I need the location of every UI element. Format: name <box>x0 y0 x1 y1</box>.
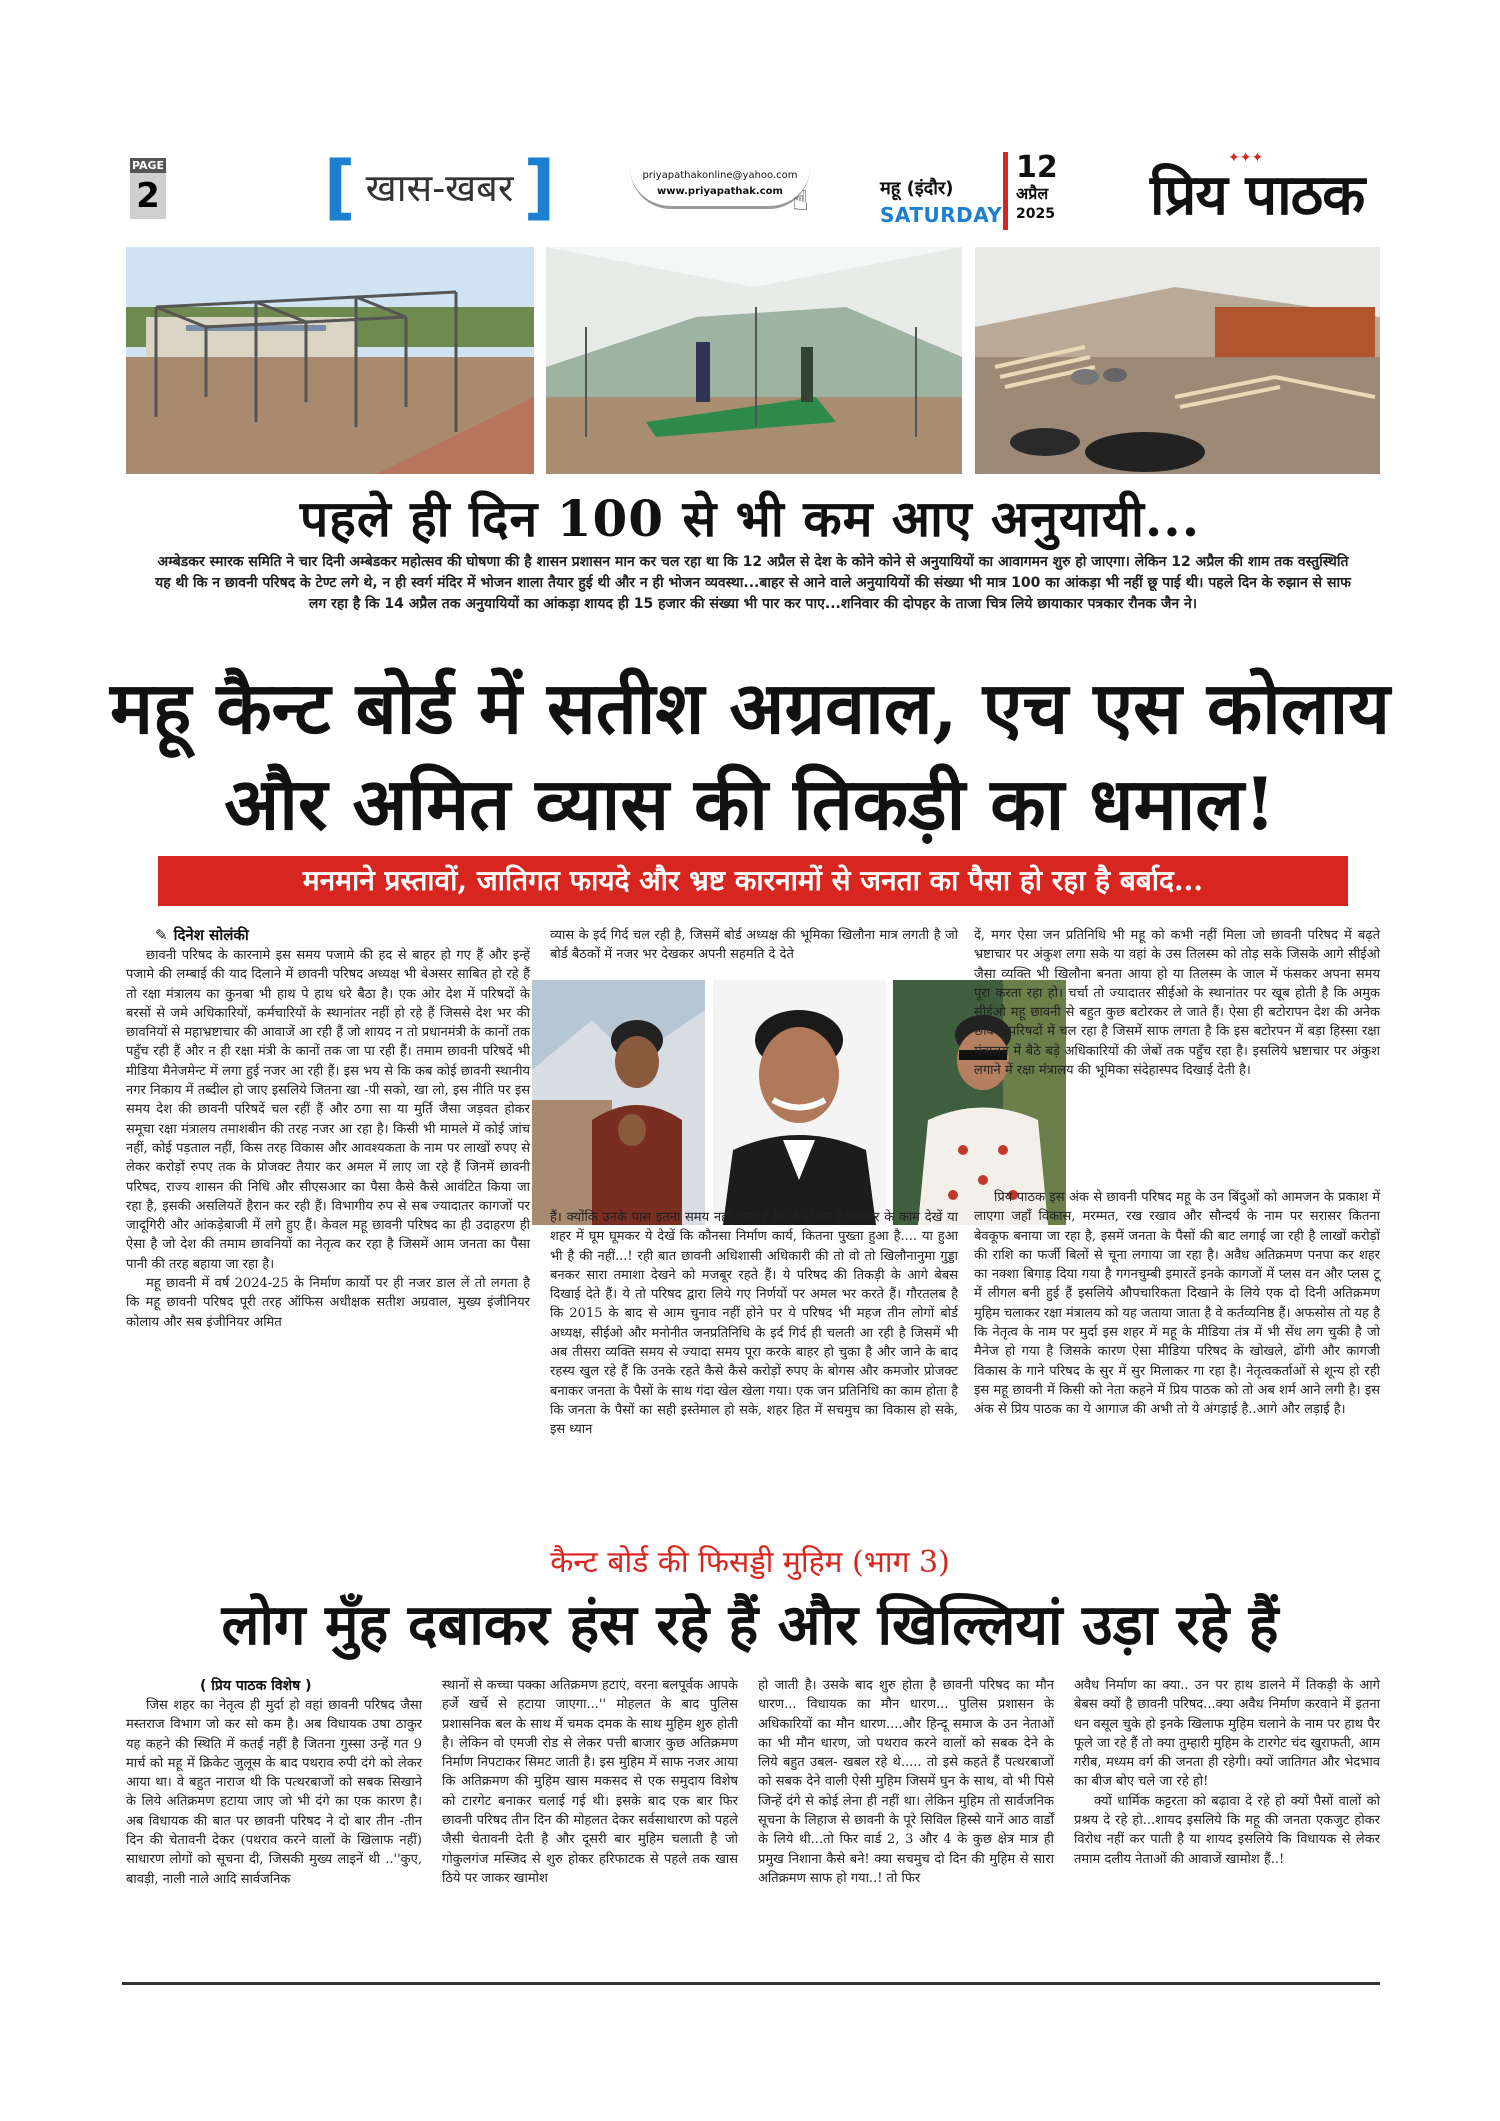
page-number: 2 <box>130 173 166 219</box>
series-col2-text: स्थानों से कच्चा पक्का अतिक्रमण हटाएं, वरना बलपूर्वक आपके हर्जे खर्चे से हटाया जाएगा...'' मोहलत के बाद पुलिस प्रशासनिक बल के साथ में चमक दमक के साथ मुहिम शुरु होती है। लेकिन वो एमजी रोड से लेकर पत्ती बाजार कुछ अतिक्रमण निर्माण निपटाकर सिमट जाती है। इस मुहिम में साफ नजर आया कि अतिक्रमण की मुहिम खास मकसद से एक समुदाय विशेष को टारगेट बनाकर चलाई गई थी। इसके बाद एक बार फिर छावनी परिषद तीन दिन की मोहलत देकर सर्वसाधारण को पहले जैसी चेतावनी देती है और दूसरी बार मुहिम चलाती है जो गोकुलगंज मस्जिद से शुरु होकर हरिफाटक से पहले तक खास ठिये पर जाकर खामोश <box>442 1678 738 1886</box>
main-col1-para2: महू छावनी में वर्ष 2024-25 के निर्माण कार्यो पर ही नजर डाल लें तो लगता है कि महू छावनी परिषद पूरी तरह ऑफिस अधीक्षक सतीश अग्रवाल, मुख्य इंजीनियर कोलाय और सब इंजीनियर अमित <box>126 1276 530 1330</box>
bottom-rule <box>122 1982 1380 1985</box>
page-number-box <box>130 158 166 226</box>
date-year: 2025 <box>1016 206 1055 222</box>
date-divider <box>1003 152 1008 230</box>
contact-email[interactable]: priyapathakonline@yahoo.com <box>642 170 798 181</box>
main-column-3-top <box>974 926 1380 1188</box>
main-column-2-top <box>550 926 958 970</box>
main-col3-bottom-text: प्रिय पाठक इस अंक से छावनी परिषद महू के उन बिंदुओं को आमजन के प्रकाश में लाएगा जहाँ विकास, मरम्मत, रख रखाव और सौन्दर्य के नाम पर सरासर कितना बेवकूफ बनाया जा रहा है, इसमें जनता के पैसों की बाट लगाई जा रही है लाखों करोड़ों की राशि का फर्जी बिलों से चूना लगाया जा रहा है। अवैध अतिक्रमण पनपा कर शहर का नक्शा बिगाड़ दिया गया है गगनचुम्बी इमारतें इनके कागजों में प्लस वन और प्लस टू में लीगल बनी हुई हैं इसलिये औपचारिकता दिखाने के लिये एक दो दिनी अतिक्रमण मुहिम चलाकर रक्षा मंत्रालय को यह जताया जाता है वे कर्तव्यनिष्ठ हैं। अफसोस तो यह है कि नेतृत्व के नाम पर मुर्दा इस शहर में महू के मीडिया तंत्र में भी सेंध लग चुकी है जो मैनेज हो गया है जिसके कारण ऐसा मीडिया परिषद के खोखले, ढोंगी और कागजी विकास के गाने परिषद के सुर में सुर मिलाकर गा रहा है। नेतृत्वकर्ताओं से शून्य हो रही इस महू छावनी में किसी को नेता कहने में प्रिय पाठक को तो अब शर्म आने लगी है। इस अंक से प्रिय पाठक का ये आगाज की अभी तो ये अंगड़ाई है..आगे और लड़ाई है। <box>974 1190 1380 1418</box>
series-col1-text: जिस शहर का नेतृत्व ही मुर्दा हो वहां छावनी परिषद जैसा मस्तराज विभाग जो कर सो कम है। अब विधायक उषा ठाकुर यह कहने की स्थिति में कतई नहीं है जितना गुस्सा उन्हें गत 9 मार्च को महू में क्रिकेट जुलूस के बाद पथराव रुपी दंगे को लेकर आया था। वे बहुत नाराज थी कि पत्थरबाजों को सबक सिखाने के लिये अतिक्रमण हटाया जाए जो भी दंगे का एक कारण है। अब विधायक की बात पर छावनी परिषद ने दो बार तीन -तीन दिन की चेतावनी देकर (पथराव करने वालों के खिलाफ नहीं) साधारण लोगों को सूचना दी, जिसकी मुख्य लाइनें थी ..''कुए, बावड़ी, नाली नाले आदि सार्वजनिक <box>126 1698 422 1887</box>
main-column-2-bottom <box>550 1208 958 1528</box>
main-headline-line1: महू कैन्ट बोर्ड में सतीश अग्रवाल, एच एस कोलाय <box>109 665 1391 750</box>
main-col2-top-text: व्यास के इर्द गिर्द चल रही है, जिसमें बोर्ड अध्यक्ष की भूमिका खिलौना मात्र लगती है जो बोर्ड बैठकों में नजर भर देखकर अपनी सहमति दे देते <box>550 928 958 963</box>
contact-info <box>630 168 810 209</box>
photo-tent-setup <box>546 247 962 474</box>
series-column-3 <box>758 1676 1054 1978</box>
page-label: PAGE <box>131 159 165 172</box>
main-headline <box>100 660 1400 852</box>
main-column-3-bottom <box>974 1188 1380 1528</box>
series-column-4 <box>1074 1676 1380 1978</box>
left-bracket: [ <box>323 146 356 228</box>
edition-date <box>1016 152 1076 224</box>
series-column-1 <box>126 1696 422 1978</box>
series-kicker: कैन्ट बोर्ड की फिसड्डी मुहिम (भाग 3) <box>550 1545 950 1580</box>
series-col4-para2: क्यों धार्मिक कट्टरता को बढ़ावा दे रहे हो क्यों पैसों वालों को प्रश्रय दे रहे हो...शायद इसलिये कि महू की जनता एकजुट होकर विरोध नहीं कर पाती है या शायद इसलिये कि विधायक से लेकर तमाम दलीय नेताओं की आवाजें खामोश हैं..! <box>1074 1793 1380 1867</box>
series-column-2 <box>442 1676 738 1978</box>
section-tag <box>312 146 567 228</box>
series-byline: ( प्रिय पाठक विशेष ) <box>200 1678 312 1694</box>
series-headline: लोग मुँह दबाकर हंस रहे हैं और खिल्लियां उड़ा रहे हैं <box>221 1592 1279 1658</box>
logo-ornament-icon: ✦✦✦ <box>1228 150 1264 166</box>
photo-kitchen-setup <box>975 247 1380 474</box>
pen-icon: ✎ <box>155 926 168 944</box>
photo-empty-tent-frames <box>126 247 534 474</box>
main-col3-top-text: दें, मगर ऐसा जन प्रतिनिधि भी महू को कभी नहीं मिला जो छावनी परिषद में बढ़ते भ्रष्टाचार पर अंकुश लगा सके या वहां के उस तिलस्म को तोड़ सके जिसके आगे सीईओ जैसा व्यक्ति भी खिलौना बनता आया हो या तिलस्म के जाल में फंसकर अपना समय पूरा करता रहा हो। चर्चा तो ज्यादातर सीईओ के स्थानांतर पर खूब होती है कि अमुक सीईओ महू छावनी से बहुत कुछ बटोरकर ले जाते हैं। ऐसा ही बटोरापन देश की अनेक छावनी परिषदों में चल रहा है जिसमें साफ लगता है कि इस बटोरपन में बड़ा हिस्सा रक्षा मंत्रालय में बैठे बड़े अधिकारियों की जेबों तक पहुँच रहा है। इसलिये भ्रष्टाचार पर अंकुश लगाने में रक्षा मंत्रालय की भूमिका संदेहास्पद दिखाई देती है। <box>974 928 1380 1079</box>
date-day: 12 <box>1016 150 1058 185</box>
photo-story-headline: पहले ही दिन 100 से भी कम आए अनुयायी... <box>299 489 1201 548</box>
edition-weekday: SATURDAY <box>880 203 1003 227</box>
hand-pointer-icon: ☝ <box>792 184 810 217</box>
series-col4-para1: अवैध निर्माण का क्या.. उन पर हाथ डालने में तिकड़ी के आगे बेबस क्यों है छावनी परिषद...क्या अवैध निर्माण करवाने में इतना धन वसूल चुके हो इनके खिलाफ मुहिम चलाने के नाम पर हाथ पैर फूले जा रहे हैं तो क्या तुम्हारी मुहिम के टारगेट चंद खुराफती, आम गरीब, मध्यम वर्ग की जनता ही रहेगी। क्यों जातिगत और भेदभाव का बीज बोए चले जा रहे हो! <box>1074 1678 1380 1790</box>
date-month: अप्रैल <box>1016 184 1049 203</box>
edition-city: महू (इंदौर) <box>880 178 954 199</box>
main-byline-name: दिनेश सोलंकी <box>173 926 249 944</box>
right-bracket: ] <box>523 146 556 228</box>
portrait-hs-kolay <box>713 980 886 1225</box>
main-byline <box>155 925 249 945</box>
portrait-satish-agrawal <box>532 980 705 1225</box>
masthead-logo: प्रिय पाठक <box>1150 162 1365 228</box>
main-column-1 <box>126 946 530 1526</box>
main-col2-bottom-text: हैं। क्योंकि उनके पास इतना समय नहीं होता है कि वे स्टेशन हेडक्वार्टर के काम देखें या शहर में घूम घूमकर ये देखें कि कौनसा निर्माण कार्य, कितना पुख्ता हुआ है.... या हुआ भी है की नहीं...! रही बात छावनी अधिशासी अधिकारी की तो वो तो खिलौनानुमा गुड्डा बनकर सारा तमाशा देखने को मजबूर रहते हैं। ये परिषद की तिकड़ी के आगे बेबस दिखाई देते हैं। ये तो परिषद द्वारा लिये गए निर्णयों पर अमल भर करते हैं। गौरतलब है कि 2015 के बाद से आम चुनाव नहीं होने पर ये परिषद भी महज तीन लोगों बोर्ड अध्यक्ष, सीईओ और मनोनीत जनप्रतिनिधि के इर्द गिर्द ही चलती आ रही है जिसमें भी अब तीसरा व्यक्ति समय से ज्यादा समय पूरा करके बाहर हो चुका है और जाने के बाद रहस्य खुल रहे हैं कि उनके रहते कैसे कैसे करोड़ों रुपए के बोगस और कमजोर प्रोजक्ट बनाकर जनता के पैसों के साथ गंदा खेल खेला गया। एक जन प्रतिनिधि का काम होता है कि जनता के पैसों का सही इस्तेमाल हो सके, शहर हित में सचमुच का विकास हो सके, इस ध्यान <box>550 1210 958 1438</box>
section-name: खास-खबर <box>365 166 514 210</box>
photo-story-caption: अम्बेडकर स्मारक समिति ने चार दिनी अम्बेडकर महोत्सव की घोषणा की है शासन प्रशासन मान कर चल रहा था कि 12 अप्रैल से देश के कोने कोने से अनुयायियों का आवागमन शुरु हो जाएगा। लेकिन 12 अप्रैल की शाम तक वस्तुस्थिति यह थी कि न छावनी परिषद के टेण्ट लगे थे, न ही स्वर्ग मंदिर में भोजन शाला तैयार हुई थी और न ही भोजन व्यवस्था...बाहर से आने वाले अनुयायियों की संख्या भी मात्र 100 का आंकड़ा भी नहीं छू पाई थी। पहले दिन के रुझान से साफ लग रहा है कि 14 अप्रैल तक अनुयायियों का आंकड़ा शायद ही 15 हजार की संख्या भी पार कर पाए...शनिवार की दोपहर के ताजा चित्र लिये छायाकार पत्रकार रौनक जैन ने। <box>155 554 1351 612</box>
main-headline-line2: और अमित व्यास की तिकड़ी का धमाल! <box>224 761 1276 846</box>
main-col1-para1: छावनी परिषद के कारनामे इस समय पजामे की हद से बाहर हो गए हैं और इन्हें पजामे की लम्बाई की याद दिलाने में छावनी परिषद अध्यक्ष भी बेअसर साबित हो रहे हैं तो रक्षा मंत्रालय का कुनबा भी हाथ पे हाथ धरे बैठा है। एक ओर देश में परिषदों के बरसों से जमे अधिकारियों, कर्मचारियों के स्थानांतर नहीं हो रहे हैं जिससे देश भर की छावनियों से महाभ्रष्टाचार की आवाजें आ रही हैं जो शायद न तो प्रधानमंत्री के कानों तक पहुँच रही हैं और न ही रक्षा मंत्री के कानों तक जा पा रही हैं। तमाम छावनी परिषदें भी मीडिया मैनेजमेन्ट में लगा हुई नजर आ रही हैं। इस भय से कि कब कोई छावनी स्थानीय नगर निकाय में तब्दील हो जाए इसलिये जितना खा -पी सको, खा लो, इस नीति पर इस समय देश की छावनी परिषदें चल रहीं हैं और ठगा सा या मुर्ति जैसा जड़वत होकर समूचा रक्षा मंत्रालय तमाशबीन की तरह नजर आ रहा है। किसी भी मामले में कोई जांच नहीं, कोई पड़ताल नहीं, किस तरह विकास और आवश्यकता के नाम पर लाखों रुपए से लेकर करोड़ों रुपए तक के प्रोजक्ट तैयार कर अमल में लाए जा रहे हैं जिनमें छावनी परिषद, राज्य शासन की निधि और सीएसआर का पैसा कैसे कैसे आवंटित किया जा रहा है, इसकी असलियतें हैरान कर रही हैं। विभागीय रुप से सब ज्यादातर कागजों पर जादूगिरी और आंकड़ेबाजी में लगे हुए हैं। केवल महू छावनी परिषद का ही उदाहरण ही ऐसा है जो देश की तमाम छावनियों का नेतृत्व कर रहा है जिसमें आम जनता का पैसा पानी की तरह बहाया जा रहा है। <box>126 948 530 1272</box>
contact-website[interactable]: www.priyapathak.com <box>657 186 783 197</box>
main-subhead: मनमाने प्रस्तावों, जातिगत फायदे और भ्रष्ट कारनामों से जनता का पैसा हो रहा है बर्बाद... <box>158 856 1348 906</box>
series-col3-text: हो जाती है। उसके बाद शुरु होता है छावनी परिषद का मौन धारण... विधायक का मौन धारण... पुलिस प्रशासन के अधिकारियों का मौन धारण....और हिन्दू समाज के उन नेताओं का भी मौन धारण, जो पथराव करने वालों को सबक देने के लिये बहुत उबल- खबल रहे थे..... तो इसे कहते हैं पत्थरबाजों को सबक देने वाली ऐसी मुहिम जिसमें घुन के साथ, वो भी पिसे जिन्हें दंगे से कोई लेना ही नहीं था। लेकिन मुहिम तो सार्वजनिक सूचना के लिहाज से छावनी के पूरे सिविल हिस्से यानें आठ वार्डों के लिये थी...तो फिर वार्ड 2, 3 और 4 के कुछ क्षेत्र मात्र ही प्रमुख निशाना कैसे बने! क्या सचमुच दो दिन की मुहिम से सारा अतिक्रमण साफ हो गया..! तो फिर <box>758 1678 1054 1886</box>
